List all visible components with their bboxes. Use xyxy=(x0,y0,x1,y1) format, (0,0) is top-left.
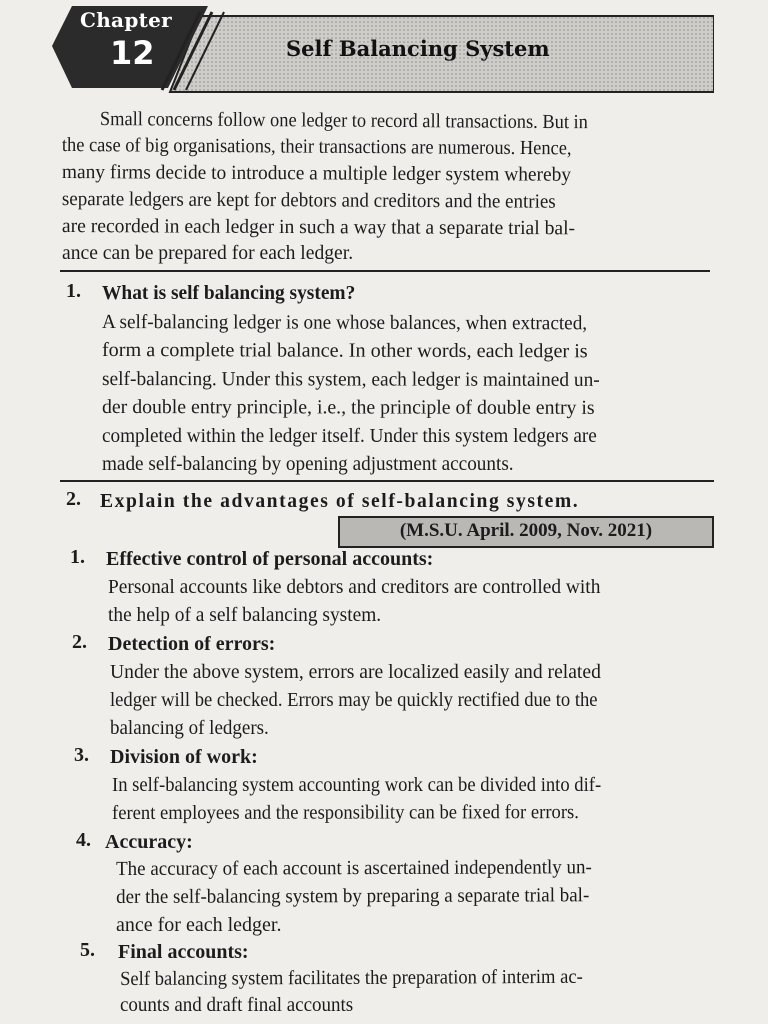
intro-line: many firms decide to introduce a multiple ledger system whereby xyxy=(61,160,572,186)
point-line: ance for each ledger. xyxy=(116,914,282,936)
point-line: In self-balancing system accounting work can be divided into dif- xyxy=(112,774,602,796)
question-title: Explain the advantages of self-balancing system. xyxy=(100,490,580,512)
point-line: Self balancing system facilitates the preparation of interim ac- xyxy=(120,965,583,990)
point-line: The accuracy of each account is ascertained independently un- xyxy=(116,856,592,880)
intro-line: ance can be prepared for each ledger. xyxy=(62,242,354,264)
answer-line: self-balancing. Under this system, each ledger is maintained un- xyxy=(101,368,600,391)
point-line: ferent employees and the responsibility can be fixed for errors. xyxy=(112,801,579,824)
intro-line: separate ledgers are kept for debtors and creditors and the entries xyxy=(61,187,556,213)
section-divider xyxy=(60,270,710,272)
exam-reference-box xyxy=(338,516,714,548)
question-number: 1. xyxy=(66,280,81,302)
chapter-title: Self Balancing System xyxy=(286,36,550,61)
chapter-number: 12 xyxy=(110,34,155,72)
point-line: der the self-balancing system by preparing a separate trial bal- xyxy=(116,884,590,908)
answer-line: form a complete trial balance. In other words, each ledger is xyxy=(101,339,588,363)
question-title: What is self balancing system? xyxy=(102,282,356,304)
point-line: ledger will be checked. Errors may be quickly rectified due to the xyxy=(110,689,598,711)
answer-line: completed within the ledger itself. Under this system ledgers are xyxy=(102,425,597,447)
intro-line: are recorded in each ledger in such a way that a separate trial bal- xyxy=(61,214,576,240)
point-title: Effective control of personal accounts: xyxy=(106,548,434,570)
chapter-header xyxy=(50,4,714,96)
point-line: balancing of ledgers. xyxy=(110,717,269,739)
intro-line: Small concerns follow one ledger to record all transactions. But in xyxy=(99,107,588,134)
intro-line: the case of big organisations, their transactions are numerous. Hence, xyxy=(61,133,572,160)
exam-reference: (M.S.U. April. 2009, Nov. 2021) xyxy=(399,520,653,541)
section-divider xyxy=(60,480,714,482)
point-number: 2. xyxy=(72,631,87,653)
point-title: Division of work: xyxy=(110,746,258,768)
point-number: 4. xyxy=(76,829,91,851)
point-number: 1. xyxy=(70,546,85,568)
point-line: the help of a self balancing system. xyxy=(108,604,382,626)
point-line: Personal accounts like debtors and creditors are controlled with xyxy=(108,576,601,598)
point-title: Detection of errors: xyxy=(108,633,276,655)
point-number: 5. xyxy=(80,939,95,961)
answer-line: der double entry principle, i.e., the principle of double entry is xyxy=(101,396,595,419)
point-title: Final accounts: xyxy=(118,941,249,963)
point-title: Accuracy: xyxy=(105,831,193,853)
point-number: 3. xyxy=(74,744,89,766)
point-line: Under the above system, errors are localized easily and related xyxy=(110,661,601,683)
point-line: counts and draft final accounts xyxy=(120,994,354,1016)
answer-line: A self-balancing ledger is one whose balances, when extracted, xyxy=(101,311,588,335)
question-number: 2. xyxy=(66,488,81,510)
answer-line: made self-balancing by opening adjustment accounts. xyxy=(102,453,514,475)
chapter-label: Chapter xyxy=(80,8,173,32)
